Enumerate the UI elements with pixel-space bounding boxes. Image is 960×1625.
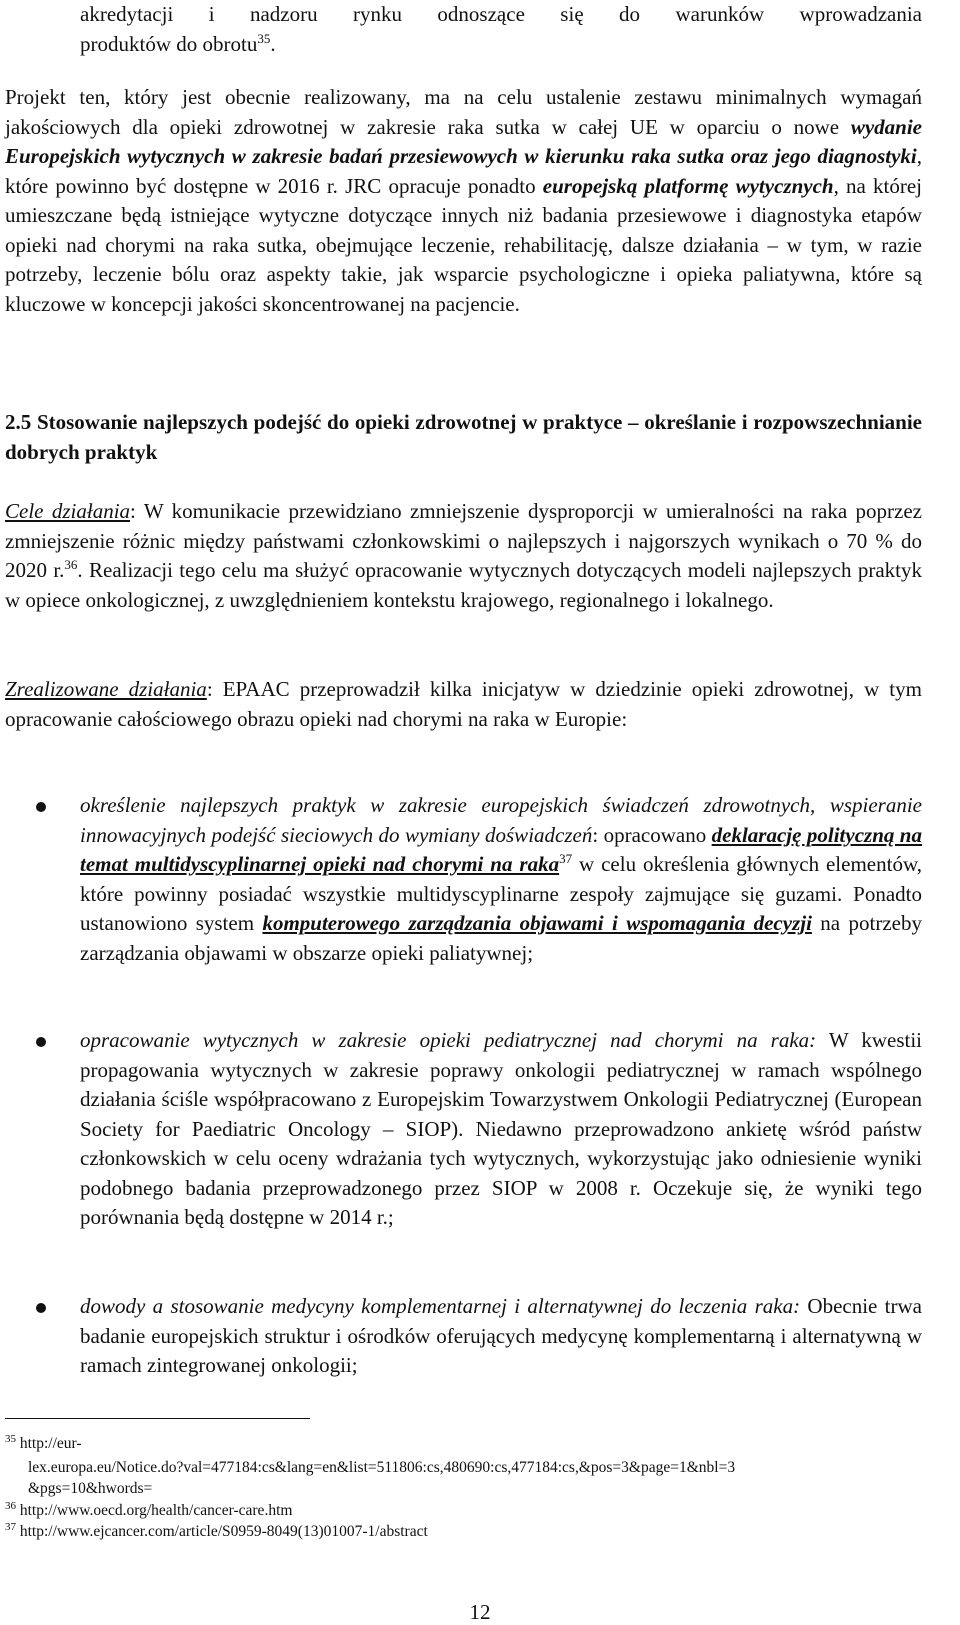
list-item-pediatric: opracowanie wytycznych w zakresie opieki pediatrycznej nad chorymi na raka: W kwestii propagowania wytycznych w zakresie poprawy onkologii pediatrycznej w ramach wspólnego działania ściśle współpracowano z Europejskim Towarzystwem Onkologii Pediatrycznej (European Society for Paediatric Oncology – SIOP). Niedawno przeprowadzono ankietę wśród państw członkowskich w celu oceny wdrażania tych wytycznych, wykorzystując jako odniesienie wyniki podobnego badania przeprowadzonego przez SIOP w 2008 r. Oczekuje się, że wyniki tego porównania będą dostępne w 2014 r.;	[80, 1028, 922, 1229]
footnote-35-continued[interactable]: lex.europa.eu/Notice.do?val=477184:cs&lang=en&list=511806:cs,480690:cs,477184:cs,&pos=3&page=1&nbl=3	[28, 1459, 736, 1476]
bullet-marker	[36, 1303, 46, 1313]
bullet-marker	[36, 1037, 46, 1047]
paragraph-achievements: Zrealizowane działania: EPAAC przeprowadził kilka inicjatyw w dziedzinie opieki zdrowotnej, w tym opracowanie całościowego obrazu opieki nad chorymi na raka w Europie:	[5, 677, 922, 731]
emphasis-policy-declaration: deklarację polityczną na temat multidyscyplinarnej opieki nad chorymi na raka	[80, 822, 922, 876]
footnote-36: $^{36}$ http://www.oecd.org/health/cancer-care.htm	[5, 1499, 293, 1519]
paragraph-objectives: Cele działania: W komunikacie przewidziano zmniejszenie dysproporcji w umieralności na raka poprzez zmniejszenie różnic między państwami członkowskimi o najlepszych i najgorszych wynikach o 70 % do 2020 r.$^{36}$. Realizacji tego celu ma służyć opracowanie wytycznych dotyczących modeli najlepszych praktyk w opiece onkologicznej, z uwzględnieniem kontekstu krajowego, regionalnego i lokalnego.	[5, 499, 922, 612]
continuation-text	[80, 0, 922, 59]
emphasis-guidelines-edition: wydanie Europejskich wytycznych w zakresie badań przesiewowych w kierunku raka sutka oraz jego diagnostyki	[5, 114, 922, 168]
continuation-line-1: akredytacji i nadzoru rynku odnoszące się do warunków wprowadzania	[80, 2, 922, 26]
footnote-35: $^{35}$ http://eur-	[5, 1432, 82, 1452]
footnote-link[interactable]: http://www.oecd.org/health/cancer-care.htm	[19, 1502, 293, 1519]
footnote-link[interactable]: http://eur-	[19, 1435, 82, 1452]
emphasis-symptom-management: komputerowego zarządzania objawami i wspomagania decyzji	[262, 911, 812, 935]
section-heading: 2.5 Stosowanie najlepszych podejść do opieki zdrowotnej w praktyce – określanie i rozpowszechnianie dobrych praktyk	[5, 410, 922, 464]
footnote-ref-37: 37	[559, 851, 573, 866]
footnote-link[interactable]: http://www.ejcancer.com/article/S0959-8049(13)01007-1/abstract	[19, 1523, 428, 1540]
bullet-marker	[36, 802, 46, 812]
page-number: 12	[469, 1600, 491, 1624]
achievements-label: Zrealizowane działania	[5, 677, 207, 701]
continuation-line-2: produktów do obrotu$^{35}$.	[80, 30, 276, 56]
footnote-ref-36: 36	[64, 557, 78, 572]
footnote-37: $^{37}$ http://www.ejcancer.com/article/S0959-8049(13)01007-1/abstract	[5, 1520, 428, 1540]
footnote-separator	[5, 1418, 310, 1419]
list-item-complementary-medicine: dowody a stosowanie medycyny komplementarnej i alternatywnej do leczenia raka: Obecnie trwa badanie europejskich struktur i ośrodków oferujących medycynę komplementarną i alternatywną w ramach zintegrowanej onkologii;	[80, 1294, 922, 1377]
footnote-35-continued-2[interactable]: &pgs=10&hwords=	[28, 1480, 153, 1497]
objectives-label: Cele działania	[5, 499, 131, 523]
footnote-ref-35: 35	[257, 30, 271, 46]
emphasis-platform: europejską platformę wytycznych	[542, 173, 834, 198]
list-item-best-practices: określenie najlepszych praktyk w zakresie europejskich świadczeń zdrowotnych, wspieranie innowacyjnych podejść sieciowych do wymiany doświadczeń: opracowano deklarację polityczną na temat multidyscyplinarnej opieki nad chorymi na raka$^{37}$ w celu określenia głównych elementów, które powinny posiadać wszystkie multidyscyplinarne zespoły zajmujące się guzami. Ponadto ustanowiono system komputerowego zarządzania objawami i wspomagania decyzji na potrzeby zarządzania objawami w obszarze opieki paliatywnej;	[80, 793, 923, 965]
paragraph-jrc-project: Projekt ten, który jest obecnie realizowany, ma na celu ustalenie zestawu minimalnych wymagań jakościowych dla opieki zdrowotnej w zakresie raka sutka w całej UE w oparciu o nowe wydanie Europejskich wytycznych w zakresie badań przesiewowych w kierunku raka sutka oraz jego diagnostyki, które powinno być dostępne w 2016 r. JRC opracuje ponadto europejską platformę wytycznych, na której umieszczane będą istniejące wytyczne dotyczące innych niż badania przesiewowe i diagnostyka etapów opieki nad chorymi na raka sutka, obejmujące leczenie, rehabilitację, dalsze działania – w tym, w razie potrzeby, leczenie bólu oraz aspekty takie, jak wsparcie psychologiczne i opieka paliatywna, które są kluczowe w koncepcji jakości skoncentrowanej na pacjencie.	[5, 85, 923, 316]
